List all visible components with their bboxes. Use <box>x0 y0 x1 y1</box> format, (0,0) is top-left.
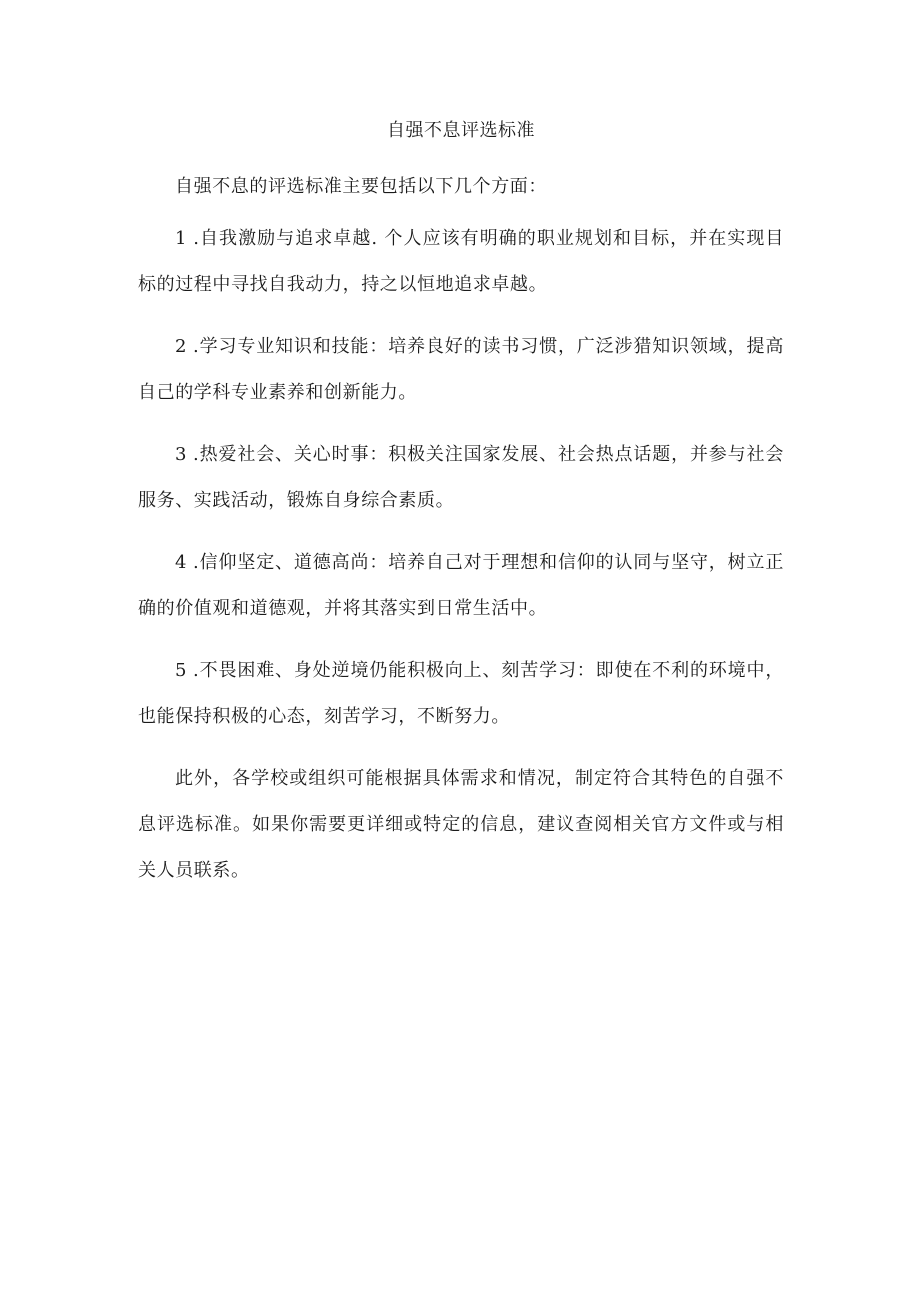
criterion-number: 4 <box>175 552 187 573</box>
criterion-number: 5 <box>175 660 187 681</box>
criterion-number: 1 <box>175 228 187 249</box>
criterion-text: .热爱社会、关心时事：积极关注国家发展、社会热点话题，并参与社会服务、实践活动，锻炼自身综合素质。 <box>138 444 784 511</box>
criterion-item-1 <box>138 216 784 308</box>
criterion-text: .不畏困难、身处逆境仍能积极向上、刻苦学习：即使在不利的环境中，也能保持积极的心态，刻苦学习，不断努力。 <box>138 660 784 727</box>
criterion-number: 2 <box>175 336 187 357</box>
criterion-text: .自我激励与追求卓越. 个人应该有明确的职业规划和目标，并在实现目标的过程中寻找自我动力，持之以恒地追求卓越。 <box>138 228 784 295</box>
criterion-number: 3 <box>175 444 187 465</box>
criterion-item-2 <box>138 324 784 416</box>
criterion-item-5 <box>138 648 784 740</box>
closing-paragraph: 此外，各学校或组织可能根据具体需求和情况，制定符合其特色的自强不息评选标准。如果你需要更详细或特定的信息，建议查阅相关官方文件或与相关人员联系。 <box>138 768 784 881</box>
page-title: 自强不息评选标准 <box>387 120 535 141</box>
document-body <box>138 118 784 910</box>
criterion-item-4 <box>138 540 784 632</box>
criterion-text: .信仰坚定、道德高尚：培养自己对于理想和信仰的认同与坚守，树立正确的价值观和道德观，并将其落实到日常生活中。 <box>138 552 784 619</box>
criterion-text: .学习专业知识和技能：培养良好的读书习惯，广泛涉猎知识领域，提高自己的学科专业素养和创新能力。 <box>138 336 784 403</box>
intro-paragraph: 自强不息的评选标准主要包括以下几个方面： <box>175 176 547 197</box>
criterion-item-3 <box>138 432 784 524</box>
